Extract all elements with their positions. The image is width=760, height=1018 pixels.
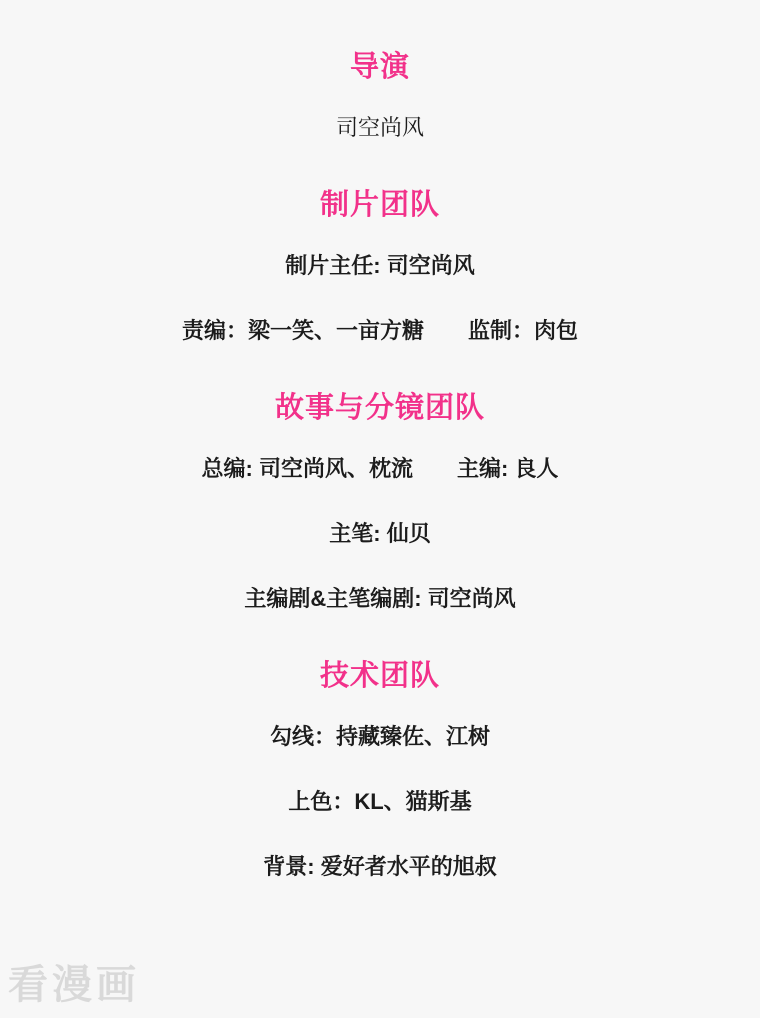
credits-section-story [0, 385, 760, 613]
spacer [0, 223, 760, 249]
section-title: 制片团队 [319, 189, 440, 221]
spacer [0, 426, 760, 452]
spacer [0, 280, 760, 314]
spacer [0, 613, 760, 653]
spacer [0, 816, 760, 850]
credit-line: 主笔: 仙贝 [329, 521, 431, 546]
watermark: 看漫画 [8, 962, 140, 1008]
credit-line: 勾线：持藏臻佐、江树 [269, 724, 490, 749]
credit-line: 主编剧&主笔编剧: 司空尚风 [244, 586, 516, 611]
spacer [0, 142, 760, 182]
credit-line: 责编：梁一笑、一亩方糖 监制：肉包 [181, 318, 578, 343]
spacer [0, 548, 760, 582]
credits-section-technical [0, 653, 760, 881]
section-title: 技术团队 [319, 660, 440, 692]
credits-section-production [0, 182, 760, 345]
spacer [0, 483, 760, 517]
credits-section-director [0, 44, 760, 142]
credit-line: 司空尚风 [335, 115, 424, 140]
credit-line: 背景: 爱好者水平的旭叔 [263, 854, 497, 879]
section-title: 导演 [349, 51, 410, 83]
spacer [0, 694, 760, 720]
credit-line: 制片主任: 司空尚风 [285, 253, 475, 278]
section-title: 故事与分镜团队 [274, 392, 485, 424]
credit-line: 总编: 司空尚风、枕流 主编: 良人 [201, 456, 559, 481]
spacer [0, 751, 760, 785]
spacer [0, 85, 760, 111]
credit-line: 上色：KL、猫斯基 [288, 789, 472, 814]
spacer [0, 345, 760, 385]
